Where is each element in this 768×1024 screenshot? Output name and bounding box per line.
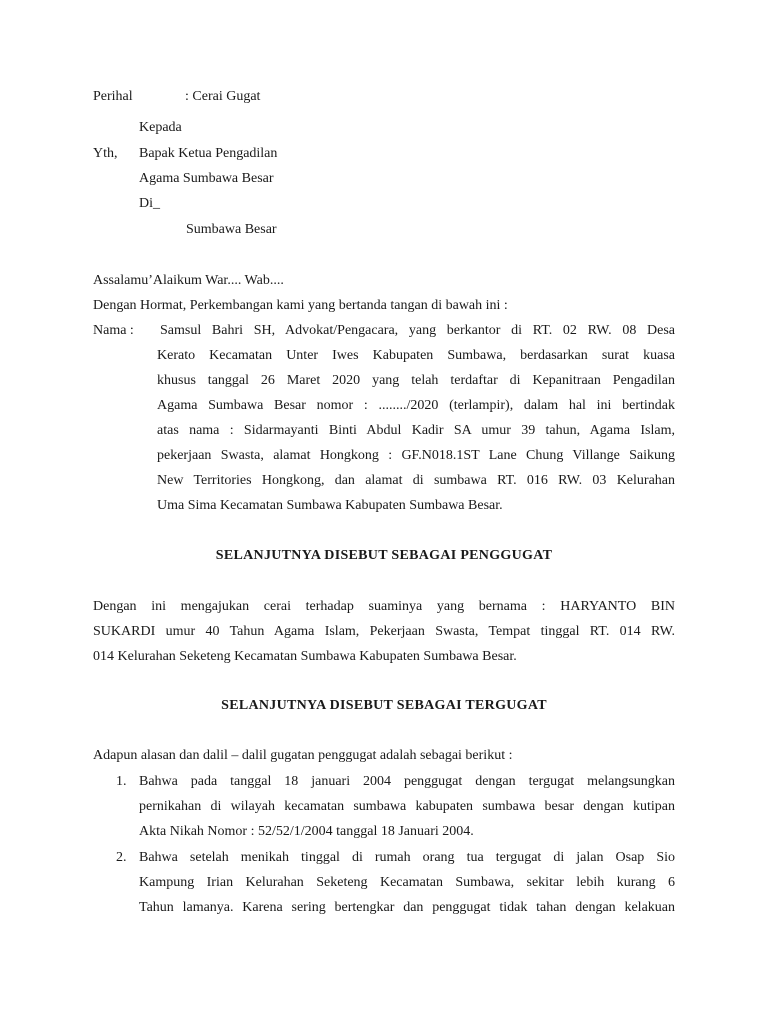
item-line: pernikahan di wilayah kecamatan sumbawa kabupaten sumbawa besar dengan kutipan bbox=[139, 799, 675, 814]
item-number: 1. bbox=[116, 774, 127, 789]
nama-line: Samsul Bahri SH, Advokat/Pengacara, yang berkantor di RT. 02 RW. 08 Desa bbox=[160, 323, 675, 338]
addressee-line-2: Agama Sumbawa Besar bbox=[139, 171, 274, 186]
nama-line: New Territories Hongkong, dan alamat di sumbawa RT. 016 RW. 03 Kelurahan bbox=[157, 473, 675, 488]
tergugat-line: Dengan ini mengajukan cerai terhadap suaminya yang bernama : HARYANTO BIN bbox=[93, 599, 675, 614]
di-text: Di_ bbox=[139, 196, 160, 211]
item-number: 2. bbox=[116, 850, 127, 865]
city-text: Sumbawa Besar bbox=[186, 222, 277, 237]
yth-text: Yth, bbox=[93, 146, 118, 161]
tergugat-line: 014 Kelurahan Seketeng Kecamatan Sumbawa Kabupaten Sumbawa Besar. bbox=[93, 649, 517, 664]
kepada-text: Kepada bbox=[139, 120, 182, 135]
nama-line: Agama Sumbawa Besar nomor : ......../2020 (terlampir), dalam hal ini bertindak bbox=[157, 398, 675, 413]
heading-tergugat: SELANJUTNYA DISEBUT SEBAGAI TERGUGAT bbox=[221, 698, 547, 713]
intro-text: Dengan Hormat, Perkembangan kami yang bertanda tangan di bawah ini : bbox=[93, 298, 508, 313]
item-line: Akta Nikah Nomor : 52/52/1/2004 tanggal 18 Januari 2004. bbox=[139, 824, 474, 839]
tergugat-line: SUKARDI umur 40 Tahun Agama Islam, Pekerjaan Swasta, Tempat tinggal RT. 014 RW. bbox=[93, 624, 675, 639]
item-line: Kampung Irian Kelurahan Seketeng Kecamatan Sumbawa, sekitar lebih kurang 6 bbox=[139, 875, 675, 890]
nama-line: Kerato Kecamatan Unter Iwes Kabupaten Sumbawa, berdasarkan surat kuasa bbox=[157, 348, 675, 363]
nama-line: khusus tanggal 26 Maret 2020 yang telah terdaftar di Kepanitraan Pengadilan bbox=[157, 373, 675, 388]
item-line: Bahwa pada tanggal 18 januari 2004 penggugat dengan tergugat melangsungkan bbox=[139, 774, 675, 789]
perihal-label: Perihal bbox=[93, 89, 133, 104]
perihal-value: : Cerai Gugat bbox=[185, 89, 261, 104]
item-line: Bahwa setelah menikah tinggal di rumah orang tua tergugat di jalan Osap Sio bbox=[139, 850, 675, 865]
heading-penggugat: SELANJUTNYA DISEBUT SEBAGAI PENGGUGAT bbox=[215, 548, 553, 563]
alasan-intro: Adapun alasan dan dalil – dalil gugatan penggugat adalah sebagai berikut : bbox=[93, 748, 513, 763]
item-line: Tahun lamanya. Karena sering bertengkar dan penggugat tidak tahan dengan kelakuan bbox=[139, 900, 675, 915]
nama-line: pekerjaan Swasta, alamat Hongkong : GF.N018.1ST Lane Chung Villange Saikung bbox=[157, 448, 675, 463]
nama-line: Uma Sima Kecamatan Sumbawa Kabupaten Sumbawa Besar. bbox=[157, 498, 503, 513]
greeting-text: Assalamu’Alaikum War.... Wab.... bbox=[93, 273, 284, 288]
addressee-line-1: Bapak Ketua Pengadilan bbox=[139, 146, 278, 161]
nama-label: Nama : bbox=[93, 323, 134, 338]
nama-line: atas nama : Sidarmayanti Binti Abdul Kadir SA umur 39 tahun, Agama Islam, bbox=[157, 423, 675, 438]
